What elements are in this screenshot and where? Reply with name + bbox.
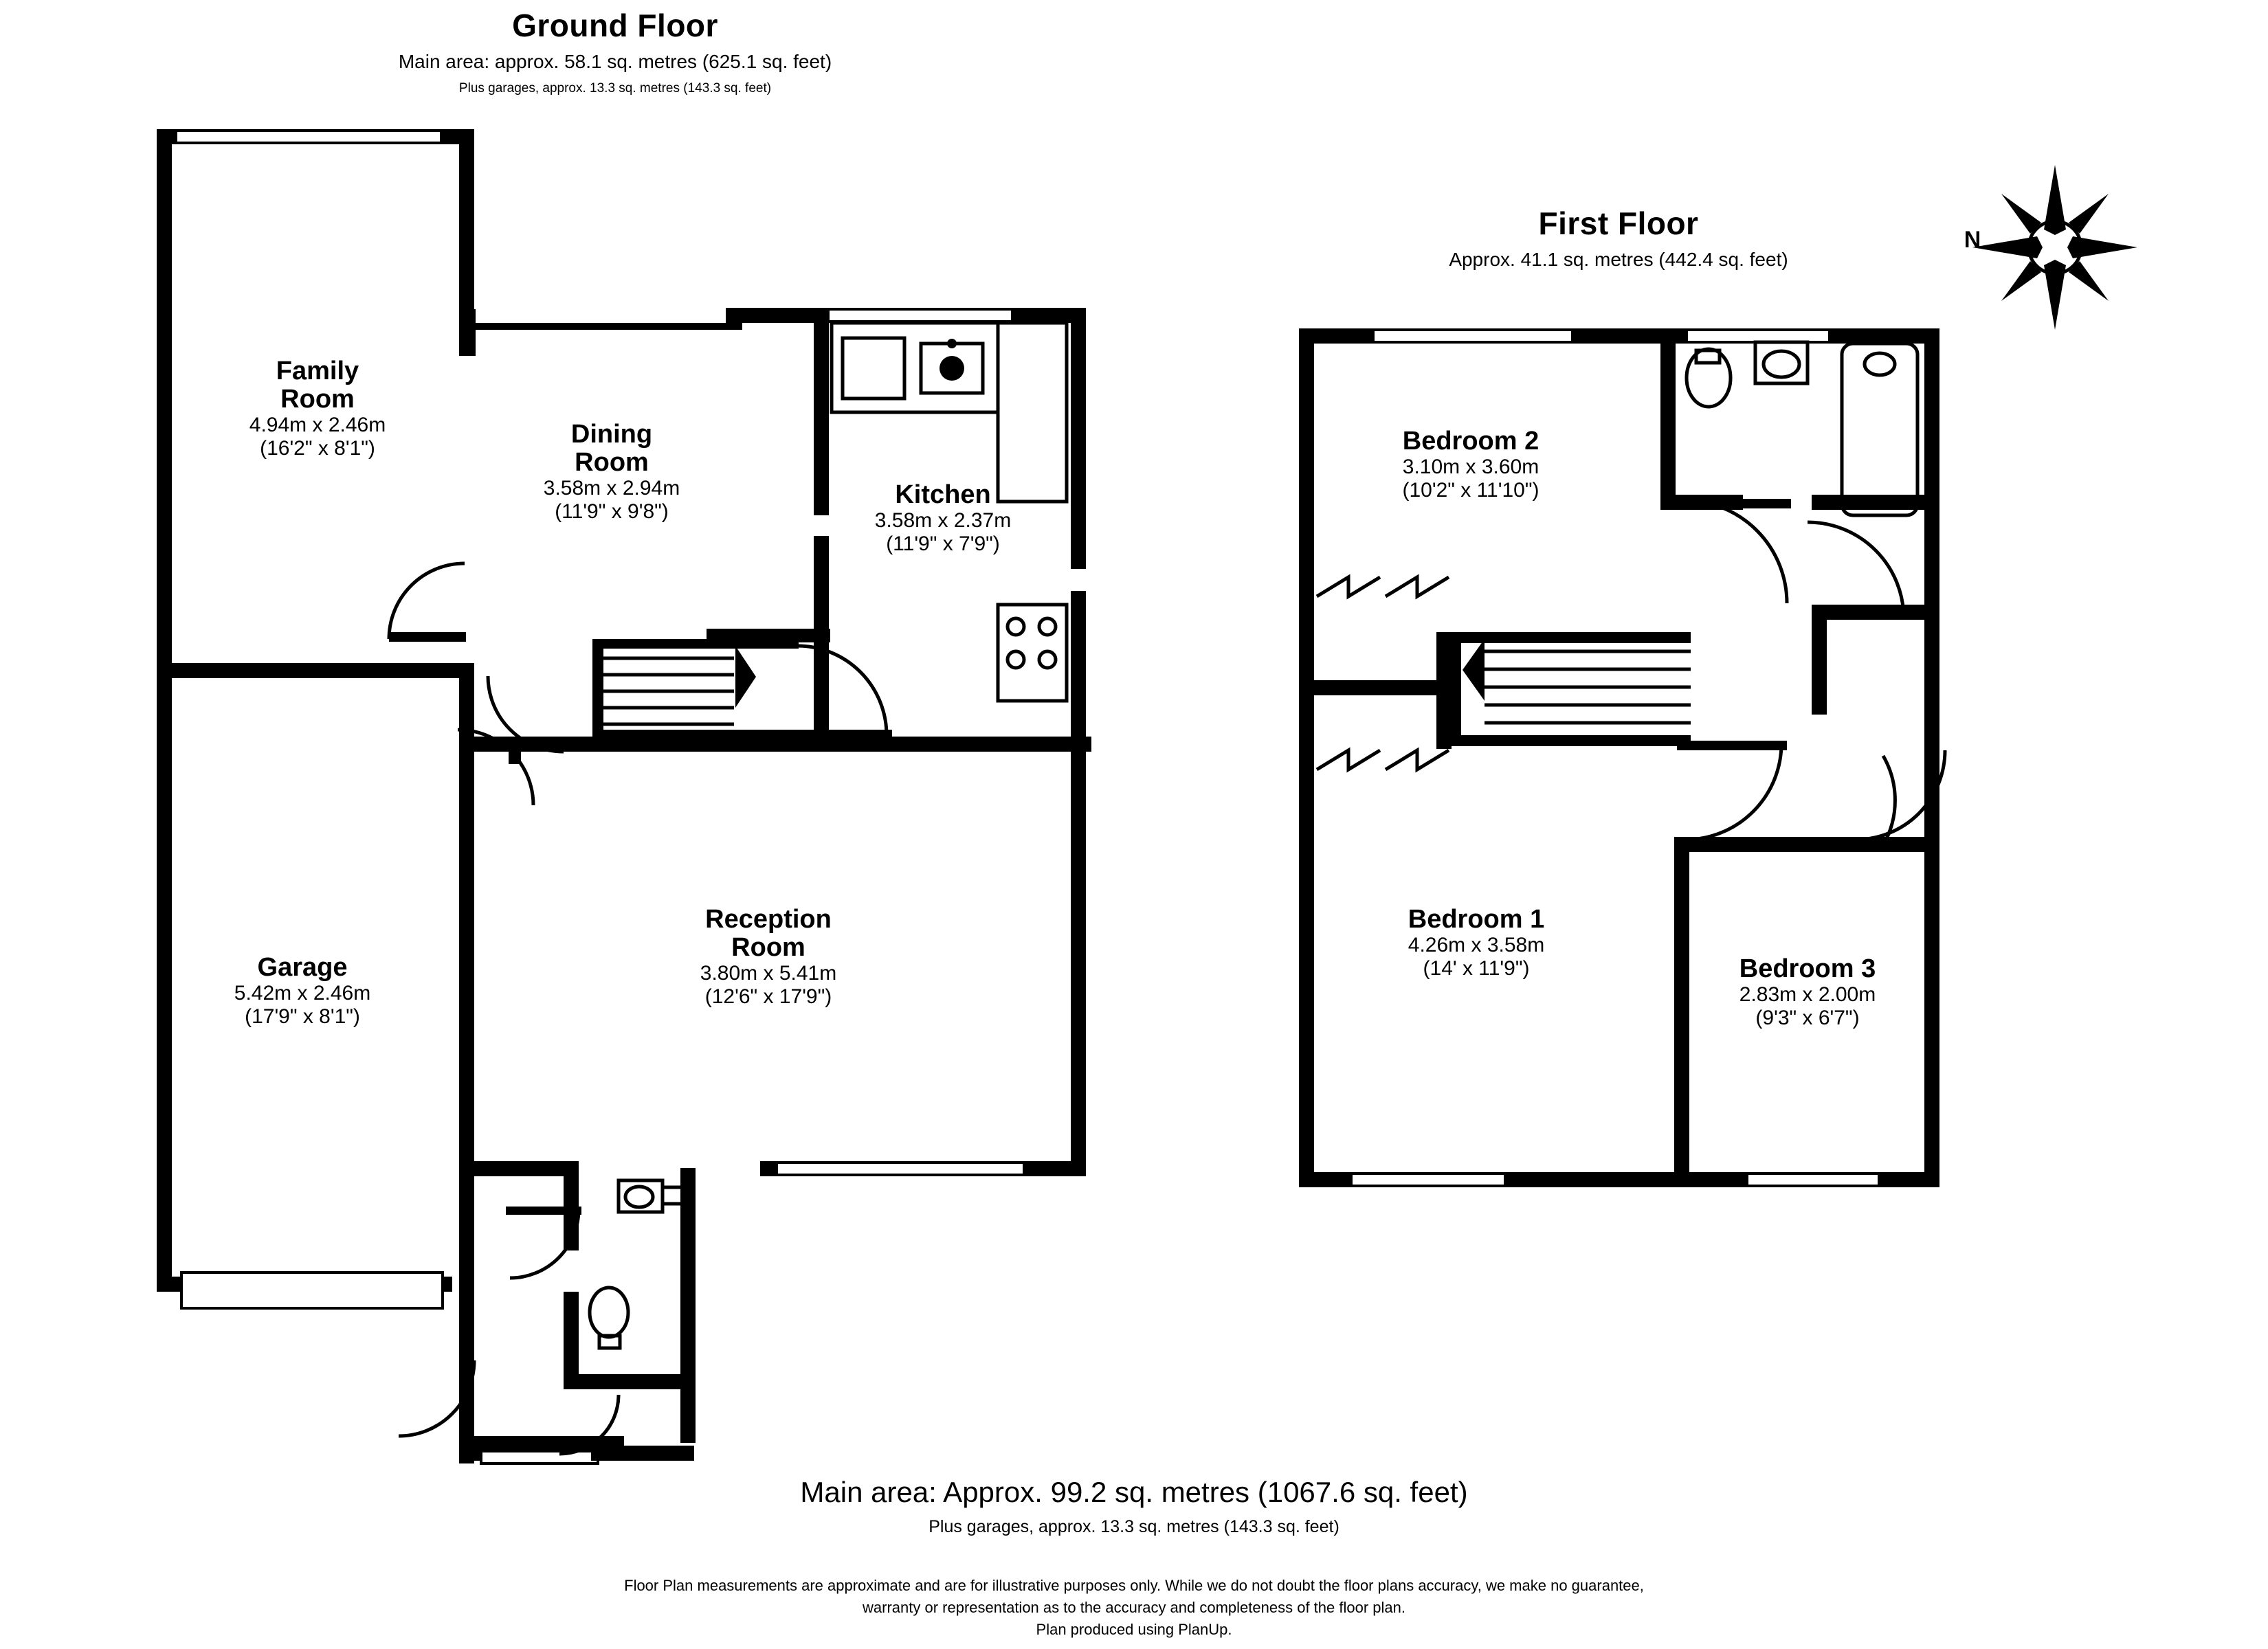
room-name-dining-room-line1: Dining (570, 420, 653, 449)
room-label-garage (124, 954, 481, 1028)
room-name-family-room-line2: Room (280, 385, 355, 414)
room-name-reception-room-line1: Reception (705, 905, 832, 934)
room-dims-bedroom-1-imperial: (14' x 11'9") (1423, 956, 1530, 980)
room-dims-garage-imperial: (17'9" x 8'1") (245, 1005, 360, 1028)
room-name-kitchen: Kitchen (895, 480, 991, 509)
room-dims-family-room-imperial: (16'2" x 8'1") (260, 436, 375, 460)
room-label-bedroom-3 (1622, 955, 1993, 1029)
footer-disclaimer-line-1: Floor Plan measurements are approximate and are for illustrative purposes only. While we do not doubt the floor plans accuracy, we make no guarantee, (624, 1577, 1644, 1594)
room-dims-reception-room-metric: 3.80m x 5.41m (700, 962, 837, 985)
ground-floor-subtitle-garages: Plus garages, approx. 13.3 sq. metres (143.3 sq. feet) (458, 81, 772, 96)
footer-disclaimer-line-3: Plan produced using PlanUp. (1036, 1621, 1232, 1638)
room-dims-family-room-metric: 4.94m x 2.46m (249, 414, 386, 437)
footer-plus-garages: Plus garages, approx. 13.3 sq. metres (143.3 sq. feet) (929, 1517, 1339, 1536)
ground-floor-subtitle: Main area: approx. 58.1 sq. metres (625.1 sq. feet) (398, 51, 832, 72)
room-dims-kitchen-metric: 3.58m x 2.37m (874, 509, 1012, 532)
room-label-dining-room (433, 420, 790, 523)
room-dims-reception-room-imperial: (12'6" x 17'9") (704, 985, 832, 1008)
compass-rose (1972, 165, 2137, 330)
room-dims-bedroom-3-metric: 2.83m x 2.00m (1739, 983, 1876, 1007)
room-name-reception-room-line2: Room (731, 933, 805, 963)
room-dims-bedroom-3-imperial: (9'3" x 6'7") (1755, 1006, 1860, 1029)
room-label-bedroom-1 (1284, 906, 1669, 980)
room-dims-garage-metric: 5.42m x 2.46m (234, 982, 371, 1005)
first-floor-title: First Floor (1538, 205, 1699, 241)
ground-floor-title: Ground Floor (512, 8, 718, 43)
first-floor-subtitle: Approx. 41.1 sq. metres (442.4 sq. feet) (1449, 249, 1788, 270)
room-label-reception-room (555, 906, 981, 1008)
room-dims-bedroom-2-metric: 3.10m x 3.60m (1402, 456, 1539, 479)
room-name-bedroom-2: Bedroom 2 (1402, 427, 1539, 456)
ground-floor-plan (157, 129, 1091, 1463)
room-name-bedroom-3: Bedroom 3 (1739, 954, 1876, 983)
room-dims-dining-room-imperial: (11'9" x 9'8") (555, 500, 669, 523)
room-name-garage: Garage (257, 953, 348, 982)
room-dims-dining-room-metric: 3.58m x 2.94m (543, 477, 680, 500)
room-dims-bedroom-1-metric: 4.26m x 3.58m (1408, 934, 1545, 957)
compass-north-label: N (1964, 227, 1981, 253)
room-name-dining-room-line2: Room (575, 448, 649, 478)
room-name-bedroom-1: Bedroom 1 (1408, 905, 1545, 934)
room-dims-bedroom-2-imperial: (10'2" x 11'10") (1402, 478, 1539, 502)
room-dims-kitchen-imperial: (11'9" x 7'9") (886, 532, 1000, 555)
room-label-bedroom-2 (1278, 427, 1663, 502)
room-label-kitchen (778, 481, 1108, 555)
footer-disclaimer-line-2: warranty or representation as to the accuracy and completeness of the floor plan. (863, 1599, 1405, 1616)
room-name-family-room-line1: Family (276, 357, 359, 385)
footer-main-area: Main area: Approx. 99.2 sq. metres (1067.6 sq. feet) (800, 1476, 1468, 1508)
